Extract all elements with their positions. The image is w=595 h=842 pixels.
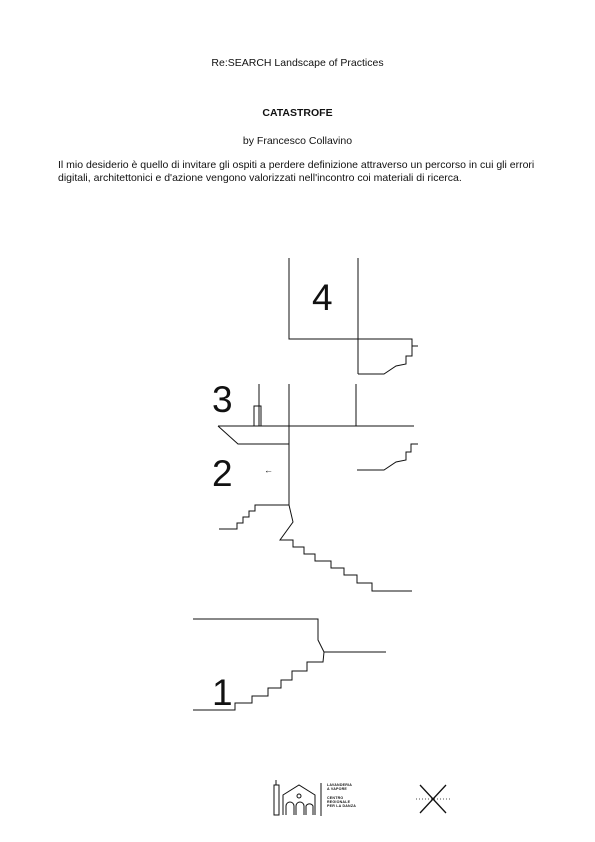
logo-line: CENTRO <box>327 795 344 800</box>
arrow-left-icon: ← <box>264 465 273 475</box>
logo-line: PER LA DANZA <box>327 804 357 809</box>
series-title: Re:SEARCH Landscape of Practices <box>211 57 384 69</box>
label-1: 1 <box>212 672 233 713</box>
logo-line: REGIONALE <box>327 799 351 804</box>
logo-line: A VAPORE <box>327 787 347 792</box>
label-4: 4 <box>312 277 333 318</box>
page-title: CATASTROFE <box>262 107 333 119</box>
label-3: 3 <box>212 379 233 420</box>
intro-paragraph: Il mio desiderio è quello di invitare gli ospiti a perdere definizione attraverso un percorso in cui gli errori digitali, architettonici e d'azione vengono valorizzati nell'incontro coi materiali di ricerca. <box>58 159 535 184</box>
label-2: 2 <box>212 453 233 494</box>
author-line: by Francesco Collavino <box>242 135 353 147</box>
logo-line: LAVANDERIA <box>327 783 353 787</box>
